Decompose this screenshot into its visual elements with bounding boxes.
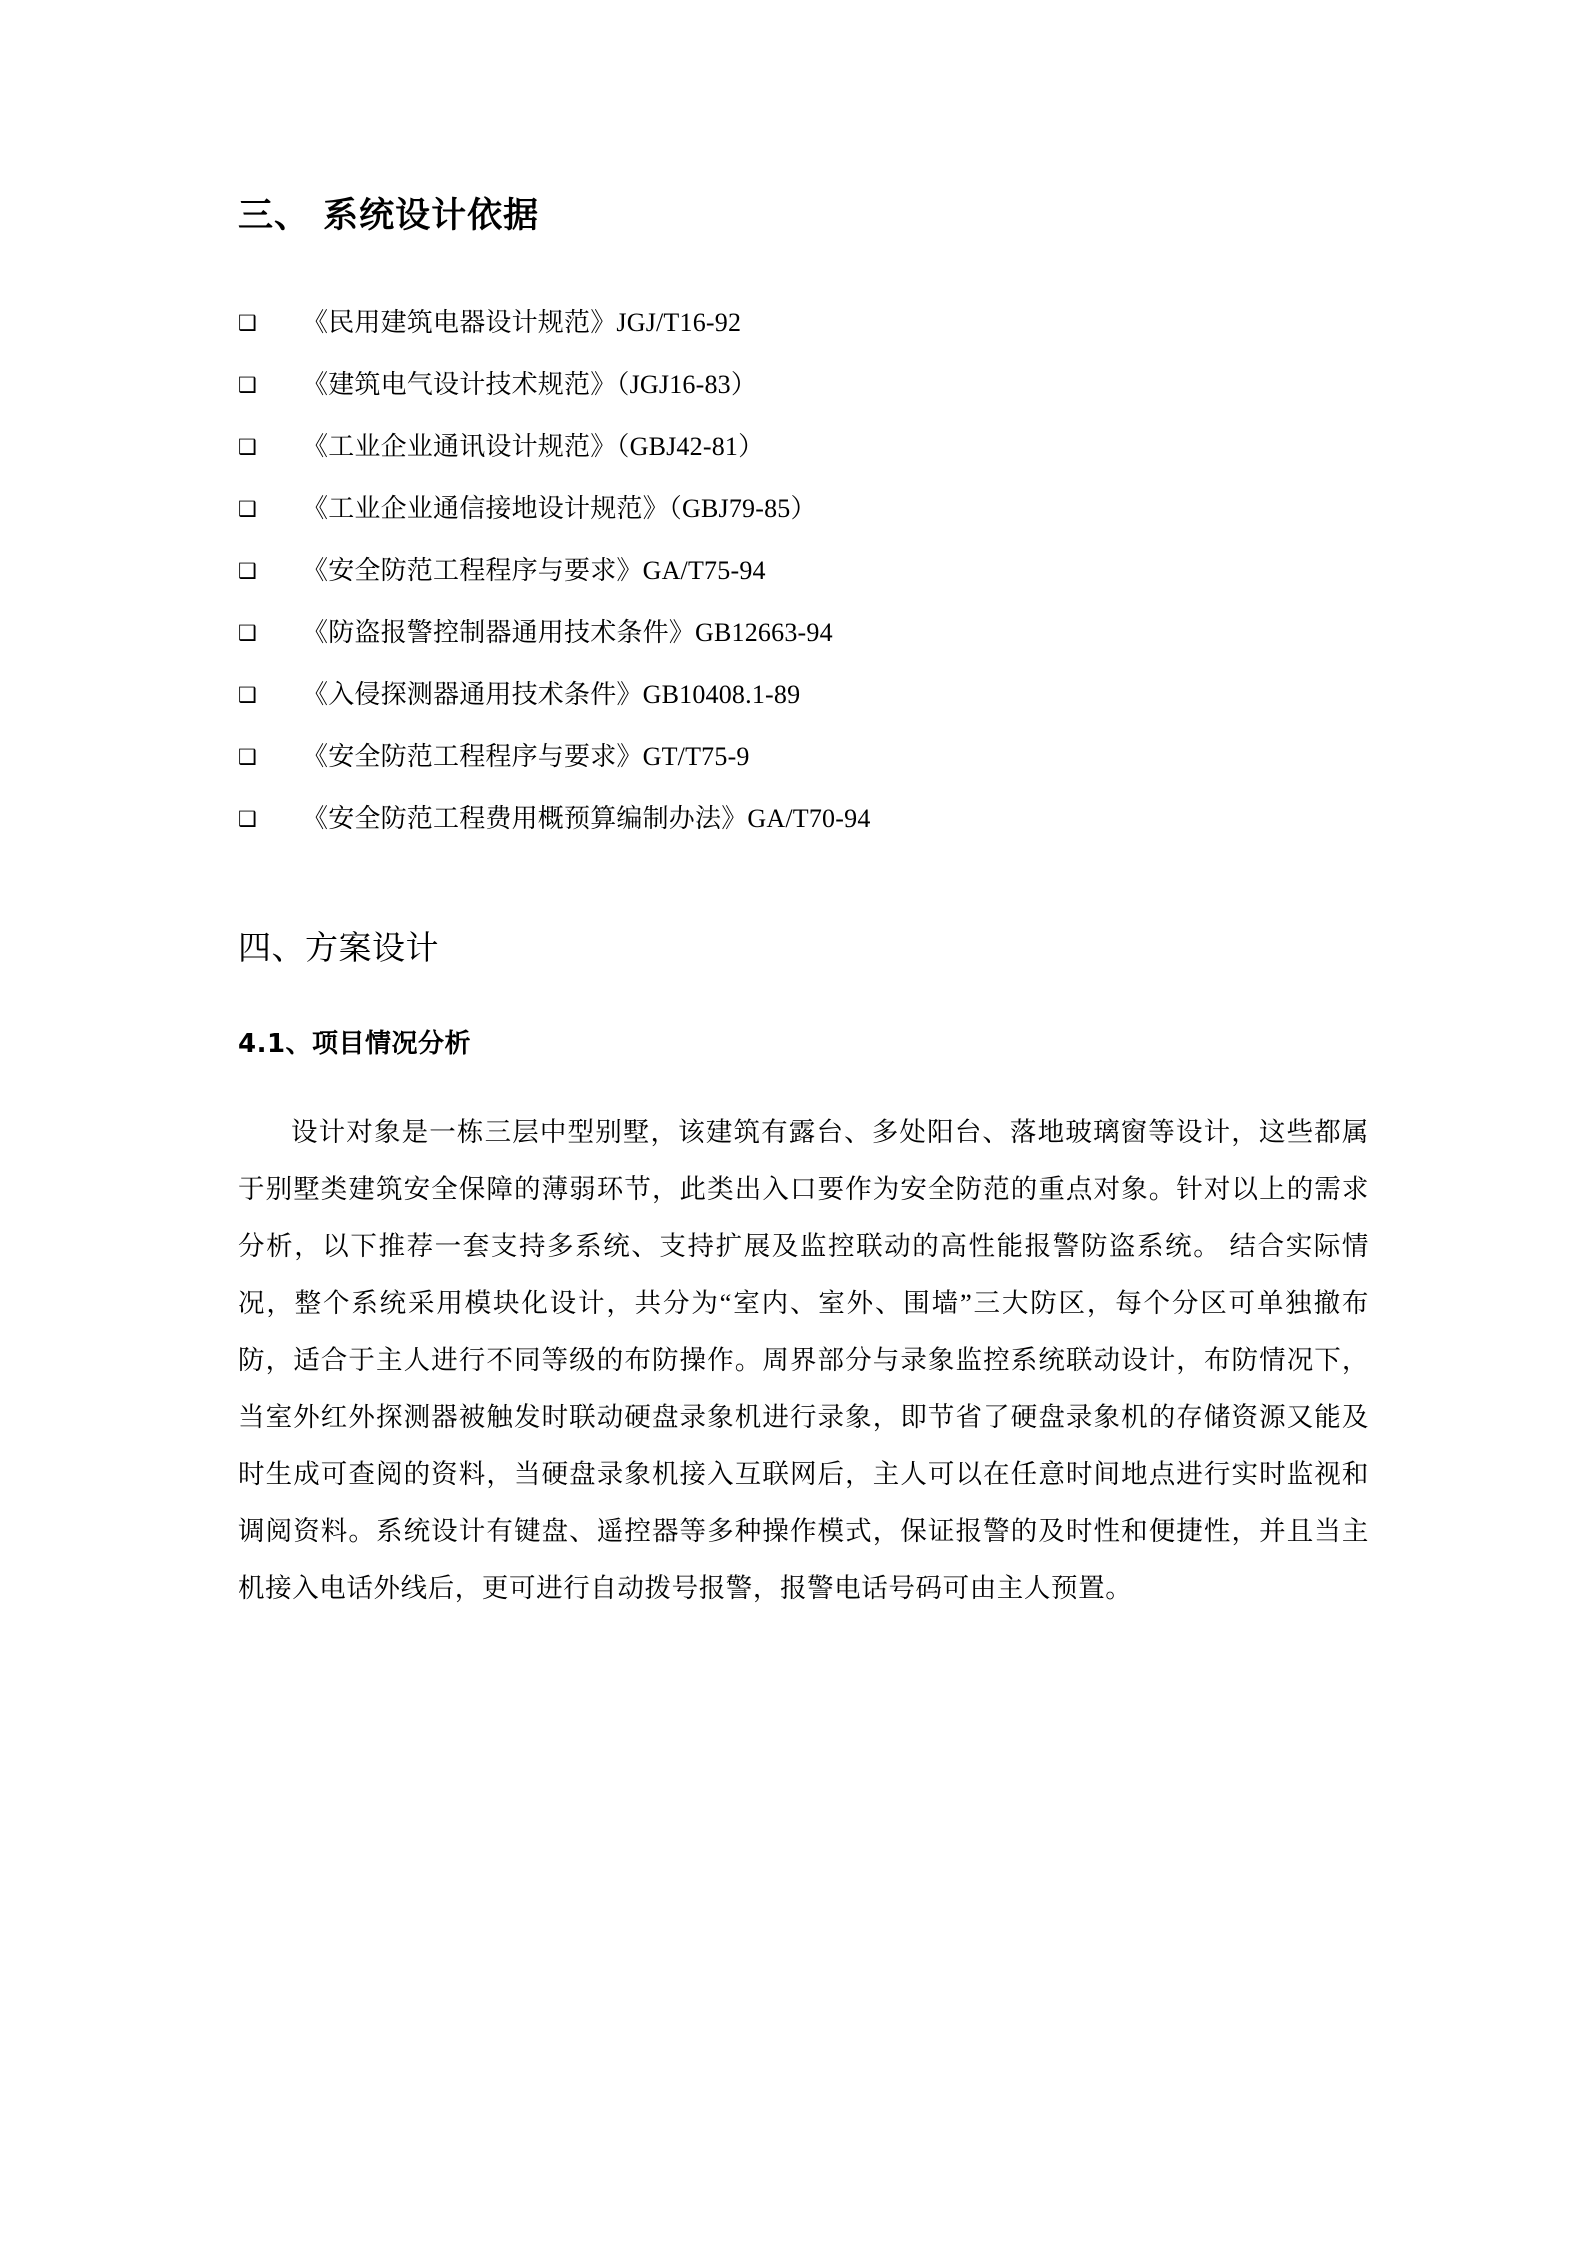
square-bullet-icon: ❑ (238, 372, 257, 397)
list-item (238, 679, 1369, 724)
square-bullet-icon: ❑ (238, 682, 257, 707)
standard-label: 《入侵探测器通用技术条件》GB10408.1-89 (302, 679, 801, 709)
spacer-after-section-three-heading (238, 239, 1369, 307)
list-item (238, 369, 1369, 414)
list-item (238, 803, 1369, 848)
standard-label: 《民用建筑电器设计规范》JGJ/T16-92 (302, 307, 742, 337)
standard-label: 《工业企业通信接地设计规范》（GBJ79-85） (302, 493, 817, 523)
standard-label: 《防盗报警控制器通用技术条件》GB12663-94 (302, 617, 833, 647)
spacer-after-standards-list (238, 865, 1369, 927)
square-bullet-icon: ❑ (238, 434, 257, 459)
list-item (238, 307, 1369, 352)
square-bullet-icon: ❑ (238, 310, 257, 335)
square-bullet-icon: ❑ (238, 744, 257, 769)
standard-label: 《安全防范工程费用概预算编制办法》GA/T70-94 (302, 803, 871, 833)
list-item (238, 431, 1369, 476)
list-item (238, 493, 1369, 538)
standard-label: 《安全防范工程程序与要求》GT/T75-9 (302, 741, 750, 771)
standard-label: 《建筑电气设计技术规范》（JGJ16-83） (302, 369, 758, 399)
design-standards-list (238, 307, 1369, 848)
standard-label: 《工业企业通讯设计规范》（GBJ42-81） (302, 431, 765, 461)
list-item (238, 555, 1369, 600)
spacer-after-subsection-heading (238, 1062, 1369, 1104)
square-bullet-icon: ❑ (238, 620, 257, 645)
spacer-after-section-four-heading (238, 968, 1369, 1028)
square-bullet-icon: ❑ (238, 558, 257, 583)
square-bullet-icon: ❑ (238, 496, 257, 521)
square-bullet-icon: ❑ (238, 806, 257, 831)
subsection-heading-4-1: 4.1、项目情况分析 (238, 1029, 472, 1059)
standard-label: 《安全防范工程程序与要求》GA/T75-94 (302, 555, 766, 585)
list-item (238, 741, 1369, 786)
section-heading-four: 四、方案设计 (238, 927, 439, 967)
section-heading-three: 三、 系统设计依据 (238, 196, 540, 236)
project-analysis-paragraph: 设计对象是一栋三层中型别墅，该建筑有露台、多处阳台、落地玻璃窗等设计，这些都属于别墅类建筑安全保障的薄弱环节，此类出入口要作为安全防范的重点对象。针对以上的需求分析，以下推荐一套支持多系统、支持扩展及监控联动的高性能报警防盗系统。 结合实际情况，整个系统采用模块化设计，共分为“室内、室外、围墙”三大防区，每个分区可单独撤布防，适合于主人进行不同等级的布防操作。周界部分与录象监控系统联动设计，布防情况下，当室外红外探测器被触发时联动硬盘录象机进行录象，即节省了硬盘录象机的存储资源又能及时生成可查阅的资料，当硬盘录象机接入互联网后，主人可以在任意时间地点进行实时监视和调阅资料。系统设计有键盘、遥控器等多种操作模式，保证报警的及时性和便捷性，并且当主机接入电话外线后，更可进行自动拨号报警，报警电话号码可由主人预置。 (238, 1116, 1369, 1603)
list-item (238, 617, 1369, 662)
